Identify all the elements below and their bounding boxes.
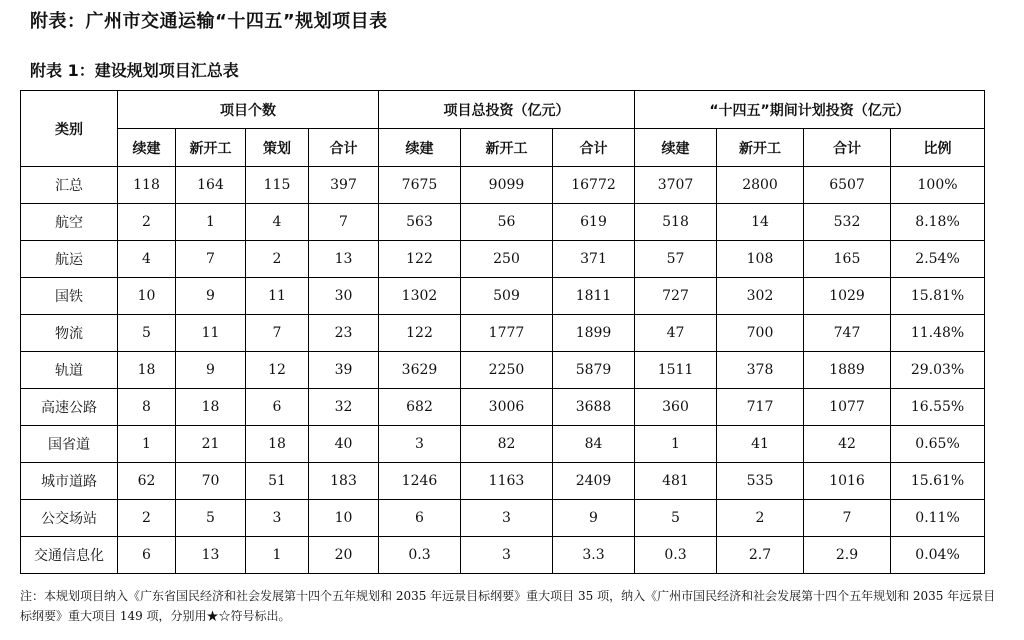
- header-count-continuing: 续建: [118, 129, 176, 167]
- cell-count-planning: 51: [246, 463, 309, 500]
- cell-count-new: 21: [176, 426, 246, 463]
- cell-count-continuing: 4: [118, 241, 176, 278]
- header-plan-inv-continuing: 续建: [635, 129, 717, 167]
- header-plan-inv-total: 合计: [804, 129, 891, 167]
- cell-count-total: 30: [309, 278, 379, 315]
- cell-plan-inv-continuing: 3707: [635, 167, 717, 204]
- cell-count-planning: 3: [246, 500, 309, 537]
- cell-plan-inv-continuing: 1: [635, 426, 717, 463]
- cell-count-new: 164: [176, 167, 246, 204]
- cell-total-inv-continuing: 1302: [379, 278, 461, 315]
- cell-plan-inv-ratio: 100%: [891, 167, 985, 204]
- cell-count-total: 7: [309, 204, 379, 241]
- table-row: [21, 389, 985, 426]
- cell-total-inv-continuing: 563: [379, 204, 461, 241]
- cell-category: 汇总: [21, 167, 118, 204]
- cell-count-new: 18: [176, 389, 246, 426]
- cell-total-inv-continuing: 3: [379, 426, 461, 463]
- cell-count-continuing: 5: [118, 315, 176, 352]
- cell-plan-inv-ratio: 8.18%: [891, 204, 985, 241]
- cell-count-total: 10: [309, 500, 379, 537]
- cell-total-inv-total: 371: [553, 241, 635, 278]
- cell-plan-inv-ratio: 0.04%: [891, 537, 985, 574]
- cell-count-planning: 7: [246, 315, 309, 352]
- cell-count-new: 9: [176, 352, 246, 389]
- cell-category: 交通信息化: [21, 537, 118, 574]
- cell-plan-inv-ratio: 29.03%: [891, 352, 985, 389]
- cell-plan-inv-new: 2800: [717, 167, 804, 204]
- cell-plan-inv-new: 108: [717, 241, 804, 278]
- cell-total-inv-continuing: 0.3: [379, 537, 461, 574]
- cell-count-planning: 6: [246, 389, 309, 426]
- cell-total-inv-continuing: 122: [379, 241, 461, 278]
- cell-plan-inv-total: 7: [804, 500, 891, 537]
- cell-total-inv-new: 1163: [461, 463, 553, 500]
- header-plan-inv-ratio: 比例: [891, 129, 985, 167]
- cell-category: 公交场站: [21, 500, 118, 537]
- cell-total-inv-new: 2250: [461, 352, 553, 389]
- table-row: [21, 352, 985, 389]
- cell-total-inv-total: 3688: [553, 389, 635, 426]
- table-header: [21, 91, 985, 167]
- cell-plan-inv-new: 2: [717, 500, 804, 537]
- cell-plan-inv-ratio: 2.54%: [891, 241, 985, 278]
- cell-total-inv-new: 3: [461, 537, 553, 574]
- cell-plan-inv-ratio: 16.55%: [891, 389, 985, 426]
- cell-count-new: 7: [176, 241, 246, 278]
- cell-count-planning: 1: [246, 537, 309, 574]
- summary-table: [20, 90, 985, 574]
- header-plan-inv-new: 新开工: [717, 129, 804, 167]
- cell-plan-inv-total: 42: [804, 426, 891, 463]
- cell-category: 物流: [21, 315, 118, 352]
- cell-plan-inv-total: 165: [804, 241, 891, 278]
- header-row-groups: [21, 91, 985, 129]
- header-count-planning: 策划: [246, 129, 309, 167]
- cell-category: 城市道路: [21, 463, 118, 500]
- table-body: [21, 167, 985, 574]
- cell-plan-inv-continuing: 481: [635, 463, 717, 500]
- cell-total-inv-new: 250: [461, 241, 553, 278]
- cell-count-planning: 115: [246, 167, 309, 204]
- cell-total-inv-new: 3006: [461, 389, 553, 426]
- cell-count-continuing: 2: [118, 204, 176, 241]
- header-count-new: 新开工: [176, 129, 246, 167]
- cell-plan-inv-continuing: 518: [635, 204, 717, 241]
- cell-count-continuing: 118: [118, 167, 176, 204]
- cell-total-inv-new: 3: [461, 500, 553, 537]
- cell-category: 高速公路: [21, 389, 118, 426]
- cell-count-planning: 4: [246, 204, 309, 241]
- cell-category: 航空: [21, 204, 118, 241]
- cell-count-continuing: 62: [118, 463, 176, 500]
- cell-count-planning: 18: [246, 426, 309, 463]
- cell-total-inv-continuing: 122: [379, 315, 461, 352]
- header-row-columns: [21, 129, 985, 167]
- cell-total-inv-new: 82: [461, 426, 553, 463]
- cell-count-total: 39: [309, 352, 379, 389]
- cell-count-planning: 12: [246, 352, 309, 389]
- cell-total-inv-new: 56: [461, 204, 553, 241]
- cell-plan-inv-continuing: 727: [635, 278, 717, 315]
- cell-total-inv-continuing: 1246: [379, 463, 461, 500]
- cell-count-new: 70: [176, 463, 246, 500]
- header-count-total: 合计: [309, 129, 379, 167]
- cell-count-planning: 2: [246, 241, 309, 278]
- header-group-count: 项目个数: [118, 91, 379, 129]
- cell-count-new: 11: [176, 315, 246, 352]
- cell-plan-inv-ratio: 15.61%: [891, 463, 985, 500]
- table-row: [21, 241, 985, 278]
- cell-plan-inv-continuing: 5: [635, 500, 717, 537]
- cell-total-inv-total: 84: [553, 426, 635, 463]
- cell-count-total: 20: [309, 537, 379, 574]
- cell-plan-inv-total: 747: [804, 315, 891, 352]
- cell-plan-inv-continuing: 1511: [635, 352, 717, 389]
- cell-count-new: 9: [176, 278, 246, 315]
- cell-total-inv-continuing: 682: [379, 389, 461, 426]
- table-row: [21, 426, 985, 463]
- cell-total-inv-total: 619: [553, 204, 635, 241]
- cell-total-inv-continuing: 3629: [379, 352, 461, 389]
- cell-count-total: 32: [309, 389, 379, 426]
- cell-total-inv-new: 9099: [461, 167, 553, 204]
- cell-plan-inv-ratio: 0.11%: [891, 500, 985, 537]
- header-total-inv-new: 新开工: [461, 129, 553, 167]
- cell-plan-inv-ratio: 15.81%: [891, 278, 985, 315]
- table-row: [21, 500, 985, 537]
- cell-total-inv-total: 5879: [553, 352, 635, 389]
- table-row: [21, 204, 985, 241]
- cell-category: 国铁: [21, 278, 118, 315]
- table-caption: 附表 1：建设规划项目汇总表: [30, 61, 239, 80]
- cell-total-inv-total: 16772: [553, 167, 635, 204]
- cell-total-inv-total: 1811: [553, 278, 635, 315]
- cell-total-inv-continuing: 6: [379, 500, 461, 537]
- cell-category: 航运: [21, 241, 118, 278]
- cell-count-total: 40: [309, 426, 379, 463]
- cell-plan-inv-continuing: 360: [635, 389, 717, 426]
- cell-total-inv-total: 1899: [553, 315, 635, 352]
- cell-plan-inv-total: 1016: [804, 463, 891, 500]
- document-title: 附表：广州市交通运输“十四五”规划项目表: [30, 11, 388, 32]
- cell-count-continuing: 1: [118, 426, 176, 463]
- table-row: [21, 537, 985, 574]
- cell-plan-inv-new: 41: [717, 426, 804, 463]
- cell-total-inv-new: 509: [461, 278, 553, 315]
- header-group-total-investment: 项目总投资（亿元）: [379, 91, 635, 129]
- cell-plan-inv-new: 302: [717, 278, 804, 315]
- header-category: 类别: [21, 91, 118, 167]
- cell-plan-inv-continuing: 47: [635, 315, 717, 352]
- cell-plan-inv-new: 717: [717, 389, 804, 426]
- cell-count-total: 13: [309, 241, 379, 278]
- cell-count-total: 183: [309, 463, 379, 500]
- cell-count-new: 1: [176, 204, 246, 241]
- cell-plan-inv-ratio: 0.65%: [891, 426, 985, 463]
- table-row: [21, 278, 985, 315]
- header-group-plan-investment: “十四五”期间计划投资（亿元）: [635, 91, 985, 129]
- cell-plan-inv-new: 535: [717, 463, 804, 500]
- cell-count-new: 5: [176, 500, 246, 537]
- cell-category: 轨道: [21, 352, 118, 389]
- cell-count-total: 23: [309, 315, 379, 352]
- cell-count-continuing: 10: [118, 278, 176, 315]
- cell-plan-inv-total: 6507: [804, 167, 891, 204]
- cell-count-continuing: 8: [118, 389, 176, 426]
- cell-plan-inv-total: 532: [804, 204, 891, 241]
- cell-plan-inv-total: 2.9: [804, 537, 891, 574]
- cell-plan-inv-new: 2.7: [717, 537, 804, 574]
- cell-total-inv-total: 9: [553, 500, 635, 537]
- header-total-inv-continuing: 续建: [379, 129, 461, 167]
- cell-plan-inv-continuing: 57: [635, 241, 717, 278]
- cell-count-continuing: 2: [118, 500, 176, 537]
- cell-category: 国省道: [21, 426, 118, 463]
- footnote: 注：本规划项目纳入《广东省国民经济和社会发展第十四个五年规划和 2035 年远景目标纲要》重大项目 35 项，纳入《广州市国民经济和社会发展第十四个五年规划和 2035 年远景目标纲要》重大项目 149 项，分别用★☆符号标出。: [20, 589, 996, 623]
- cell-count-continuing: 6: [118, 537, 176, 574]
- cell-count-total: 397: [309, 167, 379, 204]
- cell-total-inv-total: 2409: [553, 463, 635, 500]
- cell-plan-inv-new: 14: [717, 204, 804, 241]
- cell-plan-inv-continuing: 0.3: [635, 537, 717, 574]
- cell-plan-inv-new: 700: [717, 315, 804, 352]
- header-total-inv-total: 合计: [553, 129, 635, 167]
- cell-total-inv-total: 3.3: [553, 537, 635, 574]
- cell-plan-inv-ratio: 11.48%: [891, 315, 985, 352]
- cell-plan-inv-total: 1889: [804, 352, 891, 389]
- table-row: [21, 315, 985, 352]
- cell-plan-inv-total: 1029: [804, 278, 891, 315]
- cell-count-continuing: 18: [118, 352, 176, 389]
- cell-total-inv-new: 1777: [461, 315, 553, 352]
- cell-total-inv-continuing: 7675: [379, 167, 461, 204]
- table-row: [21, 167, 985, 204]
- table-row: [21, 463, 985, 500]
- cell-plan-inv-new: 378: [717, 352, 804, 389]
- cell-plan-inv-total: 1077: [804, 389, 891, 426]
- cell-count-new: 13: [176, 537, 246, 574]
- cell-count-planning: 11: [246, 278, 309, 315]
